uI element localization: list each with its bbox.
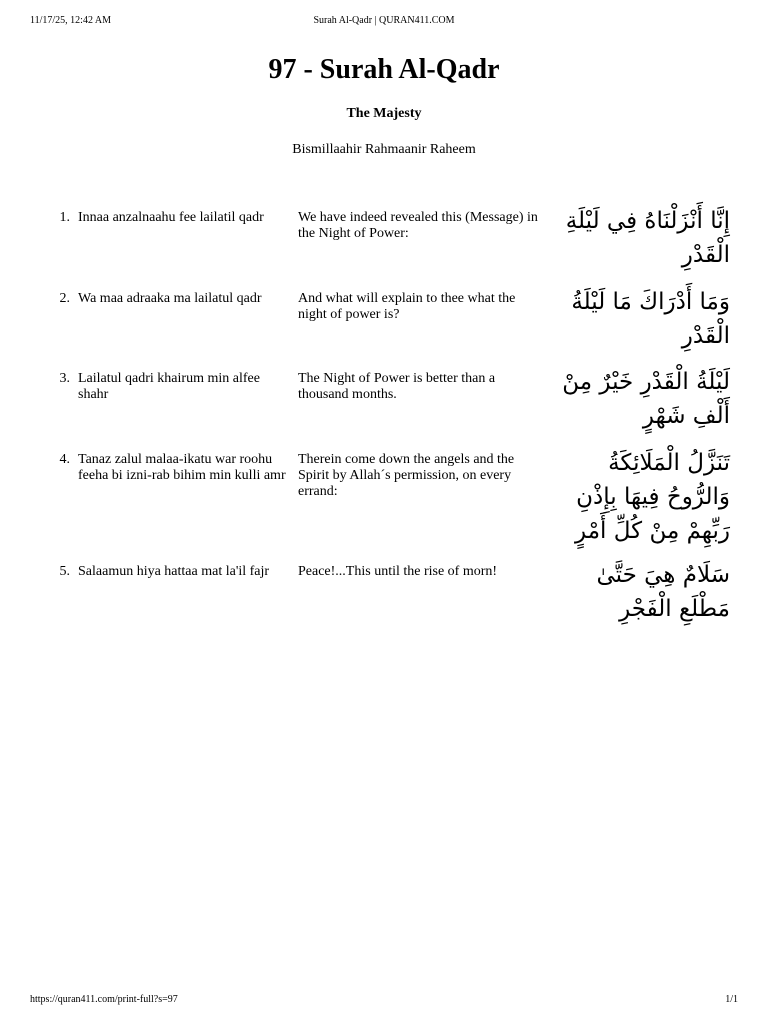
verse-arabic: إِنَّا أَنْزَلْنَاهُ فِي لَيْلَةِ الْقَدْرِ — [565, 208, 730, 268]
verse-number: 5. — [59, 564, 70, 579]
verse-transliteration: Salaamun hiya hattaa mat la'il fajr — [78, 564, 270, 579]
surah-subtitle: The Majesty — [346, 106, 422, 121]
surah-title: 97 - Surah Al-Qadr — [268, 54, 500, 85]
print-page-title: Surah Al-Qadr | QURAN411.COM — [313, 15, 455, 26]
verse-arabic: وَمَا أَدْرَاكَ مَا لَيْلَةُ الْقَدْرِ — [571, 289, 730, 349]
verse-number: 4. — [59, 452, 70, 467]
verse-number: 2. — [59, 291, 70, 306]
verse-arabic: لَيْلَةُ الْقَدْرِ خَيْرٌ مِنْ أَلْفِ شَهْرٍ — [562, 369, 730, 429]
verse-translation: Peace!...This until the rise of morn! — [298, 564, 498, 579]
verse-transliteration: Tanaz zalul malaa-ikatu war roohu feeha bi izni-rab bihim min kulli amr — [78, 452, 286, 483]
verse-transliteration: Wa maa adraaka ma lailatul qadr — [78, 291, 262, 306]
verse-item — [40, 371, 730, 452]
verse-item — [40, 291, 730, 371]
verse-translation: We have indeed revealed this (Message) in the Night of Power: — [298, 210, 538, 241]
verse-number: 1. — [59, 210, 70, 225]
verse-list — [40, 210, 730, 644]
verse-item — [40, 564, 730, 644]
print-datetime: 11/17/25, 12:42 AM — [30, 15, 112, 26]
print-url: https://quran411.com/print-full?s=97 — [30, 994, 178, 1005]
verse-translation: And what will explain to thee what the night of power is? — [298, 291, 516, 322]
verse-item — [40, 210, 730, 291]
print-footer — [30, 994, 738, 1008]
verse-transliteration: Innaa anzalnaahu fee lailatil qadr — [78, 210, 264, 225]
verse-translation: Therein come down the angels and the Spirit by Allah´s permission, on every errand: — [298, 452, 515, 499]
verse-item — [40, 452, 730, 564]
verse-arabic: تَنَزَّلُ الْمَلَائِكَةُ وَالرُّوحُ فِيهَا بِإِذْنِ رَبِّهِمْ مِنْ كُلِّ أَمْرٍ — [575, 450, 730, 544]
verse-transliteration: Lailatul qadri khairum min alfee shahr — [78, 371, 260, 402]
bismillah: Bismillaahir Rahmaanir Raheem — [292, 142, 476, 157]
print-page-number: 1/1 — [725, 994, 738, 1005]
verse-translation: The Night of Power is better than a thousand months. — [298, 371, 496, 402]
print-header — [30, 15, 738, 31]
verse-number: 3. — [59, 371, 70, 386]
verse-arabic: سَلَامٌ هِيَ حَتَّىٰ مَطْلَعِ الْفَجْرِ — [596, 562, 730, 622]
